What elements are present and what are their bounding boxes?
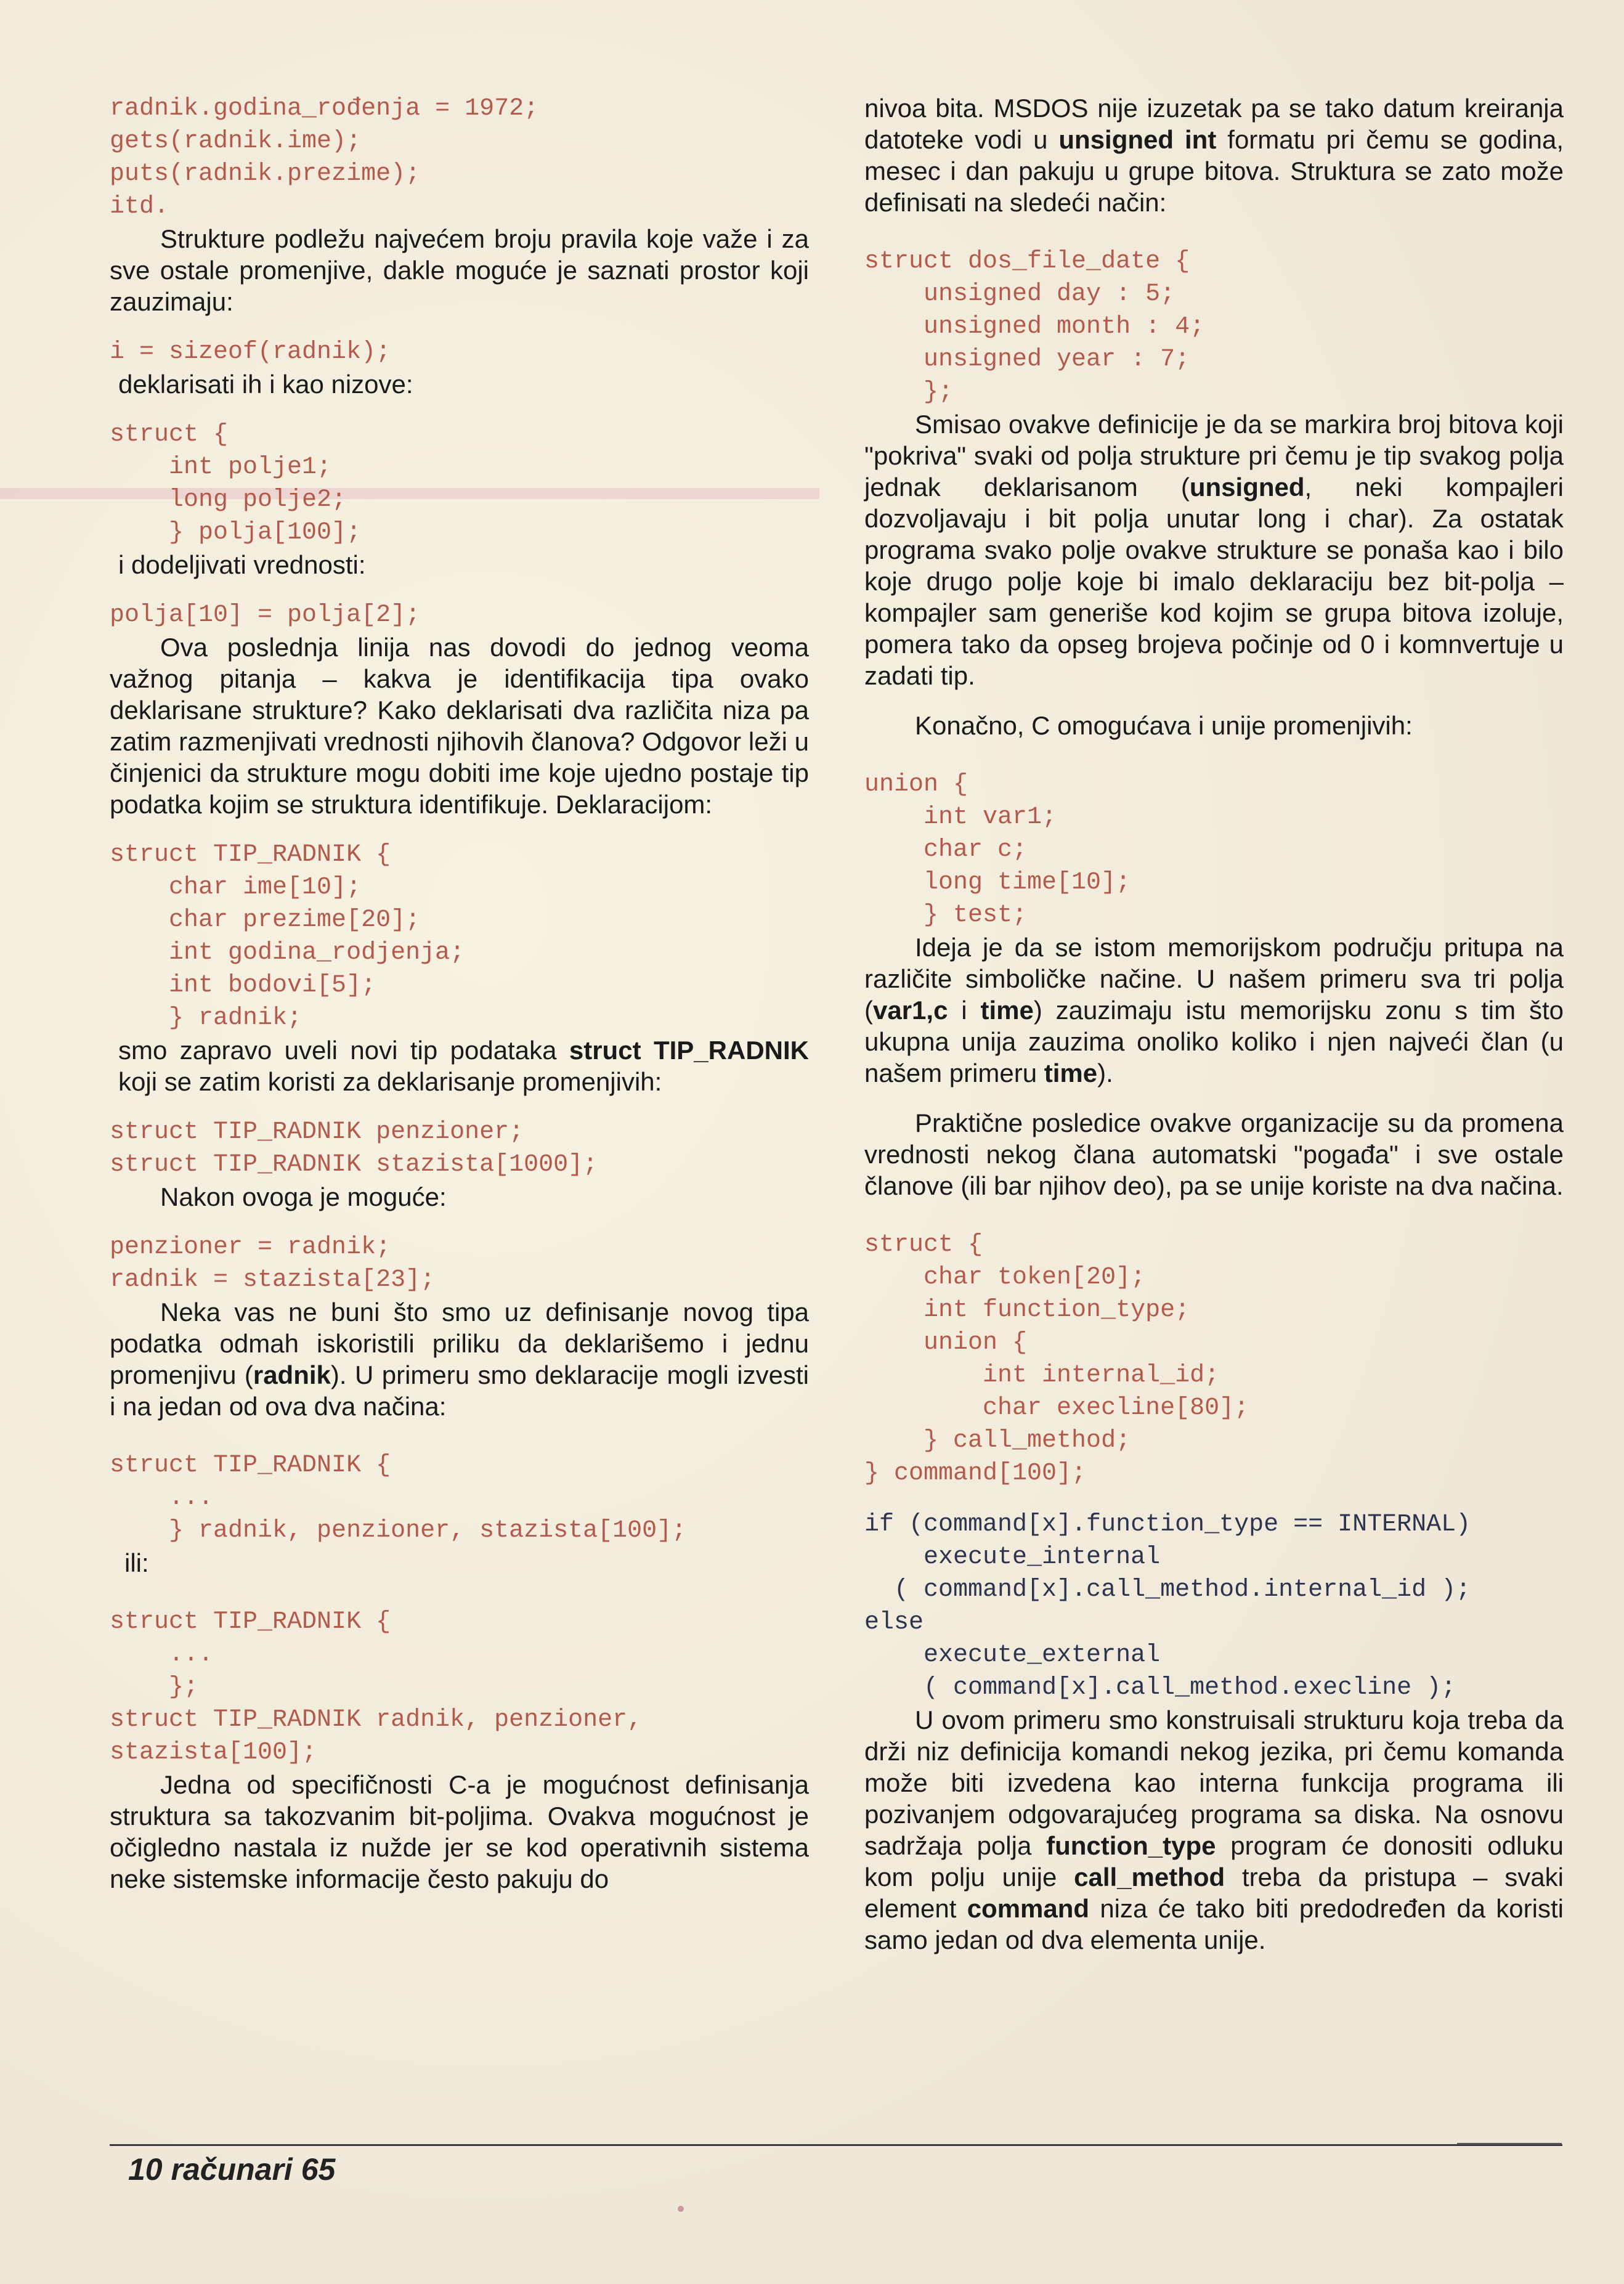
paragraph-new-type: smo zapravo uveli novi tip podataka struct TIP_RADNIK koji se zatim koristi za deklarisanje promenjivih: [118,1036,809,1096]
code-block-declare-vars: struct TIP_RADNIK penzioner; struct TIP_RADNIK stazista[1000]; [110,1118,598,1179]
paragraph-practical-consequences: Praktične posledice ovakve organizacije su da promena vrednosti nekog člana automatski "pogađa" i sve ostale članove (ili bar njihov deo), pa se unije koriste na dva načina. [864,1108,1564,1200]
code-block-polja: polja[10] = polja[2]; [110,601,421,629]
paragraph-structures-rules: Strukture podležu najvećem broju pravila koje važe i za sve ostale promenjive, dakle moguće je saznati prostor koji zauzimaju: [110,224,809,316]
code-block-union: union { int var1; char c; long time[10]; } test; [864,771,1131,929]
footer-rule [110,2144,1562,2146]
paragraph-bit-fields: Jedna od specifičnosti C-a je mogućnost definisanja struktura sa takozvanim bit-poljima. Ovakva mogućnost je očigledno nastala iz nužde jer se kod operativnih sistema neke sistemske informacije često pakuju do [110,1770,809,1893]
code-block-assignments: penzioner = radnik; radnik = stazista[23]; [110,1233,436,1294]
paragraph-command-example: U ovom primeru smo konstruisali strukturu koja treba da drži niz definicija komandi nekog jezika, pri čemu komanda može biti izvedena kao interna funkcija programa ili pozivanjem odgovarajućeg programa sa diska. Na osnovu sadržaja polja function_type program će donositi odluku kom polju unije call_method treba da pristupa – svaki element command niza će tako biti predodređen da koristi samo jedan od dva elementa unije. [864,1705,1564,1954]
code-block-if-else: if (command[x].function_type == INTERNAL) execute_internal ( command[x].call_method.internal_id ); else execute_external ( command[x].call_method.execline ); [864,1511,1471,1702]
paragraph-unions-intro: Konačno, C omogućava i unije promenjivih: [915,711,1413,740]
label-or: ili: [124,1548,149,1577]
right-column [864,92,1564,1956]
paragraph-bit-meaning: Smisao ovakve definicije je da se markira broj bitova koji "pokriva" svaki od polja strukture pri čemu je tip svakog polja jednak deklarisanom (unsigned, neki kompajleri dozvoljavaju i bit polja unutar long i char). Za ostatak programa svako polje ovakve strukture se ponaša kao i bilo koje drugo polje koje bi imalo deklaraciju bez bit-polja – kompajler sam generiše kod kojim se grupa bitova izoluje, pomera tako da opseg brojeva počinje od 0 i komnvertuje u zadati tip. [864,410,1564,690]
footer-rule-right [1457,2143,1562,2145]
page-footer: 10 računari 65 [128,2152,336,2187]
left-column [110,92,809,1895]
code-block-struct-array: struct { int polje1; long polje2; } polja[100]; [110,421,362,547]
code-block-sizeof: i = sizeof(radnik); [110,338,391,366]
code-block-dos-file-date: struct dos_file_date { unsigned day : 5; unsigned month : 4; unsigned year : 7; }; [864,248,1205,406]
code-block-variant-two-decl: struct TIP_RADNIK radnik, penzioner, stazista[100]; [110,1706,643,1766]
paragraph-arrays: deklarisati ih i kao nizove: [118,370,413,399]
paragraph-msdos: nivoa bita. MSDOS nije izuzetak pa se tako datum kreiranja datoteke vodi u unsigned int formatu pri čemu se godina, mesec i dan pakuju u grupe bitova. Struktura se zato može definisati na sledeći način: [864,94,1564,217]
paragraph-assign-values: i dodeljivati vrednosti: [118,550,366,579]
code-block-tip-radnik: struct TIP_RADNIK { char ime[10]; char prezime[20]; int godina_rodjenja; int bodovi[5]; } radnik; [110,841,465,1032]
paragraph-type-identification: Ova poslednja linija nas dovodi do jednog veoma važnog pitanja – kakva je identifikacija tipa ovako deklarisane strukture? Kako deklarisati dva različita niza pa zatim razmenjivati vrednosti njihovih članova? Odgovor leži u činjenici da strukture mogu dobiti ime koje ujedno postaje tip podatka kojim se struktura identifikuje. Deklaracijom: [110,633,809,819]
print-speck [678,2206,684,2212]
code-block-variant-one: struct TIP_RADNIK { ... } radnik, penzioner, stazista[100]; [110,1452,687,1545]
paragraph-after-this: Nakon ovoga je moguće: [160,1182,447,1211]
paragraph-declaration-ways: Neka vas ne buni što smo uz definisanje novog tipa podatka odmah iskoristili priliku da deklarišemo i jednu promenjivu (radnik). U primeru smo deklaracije mogli izvesti i na jedan od ova dva načina: [110,1298,809,1421]
code-block-variant-two: struct TIP_RADNIK { ... }; [110,1608,391,1701]
code-block-command-struct: struct { char token[20]; int function_type; union { int internal_id; char execline[80]; } call_method; } command[100]; [864,1231,1249,1487]
paragraph-union-idea: Ideja je da se istom memorijskom području pritupa na različite simboličke načine. U našem primeru sva tri polja (var1,c i time) zauzimaju istu memorijsku zonu s tim što ukupna unija zauzima onoliko koliko i njen najveći član (u našem primeru time). [864,933,1564,1087]
code-block-assign: radnik.godina_rođenja = 1972; gets(radnik.ime); puts(radnik.prezime); itd. [110,95,539,221]
